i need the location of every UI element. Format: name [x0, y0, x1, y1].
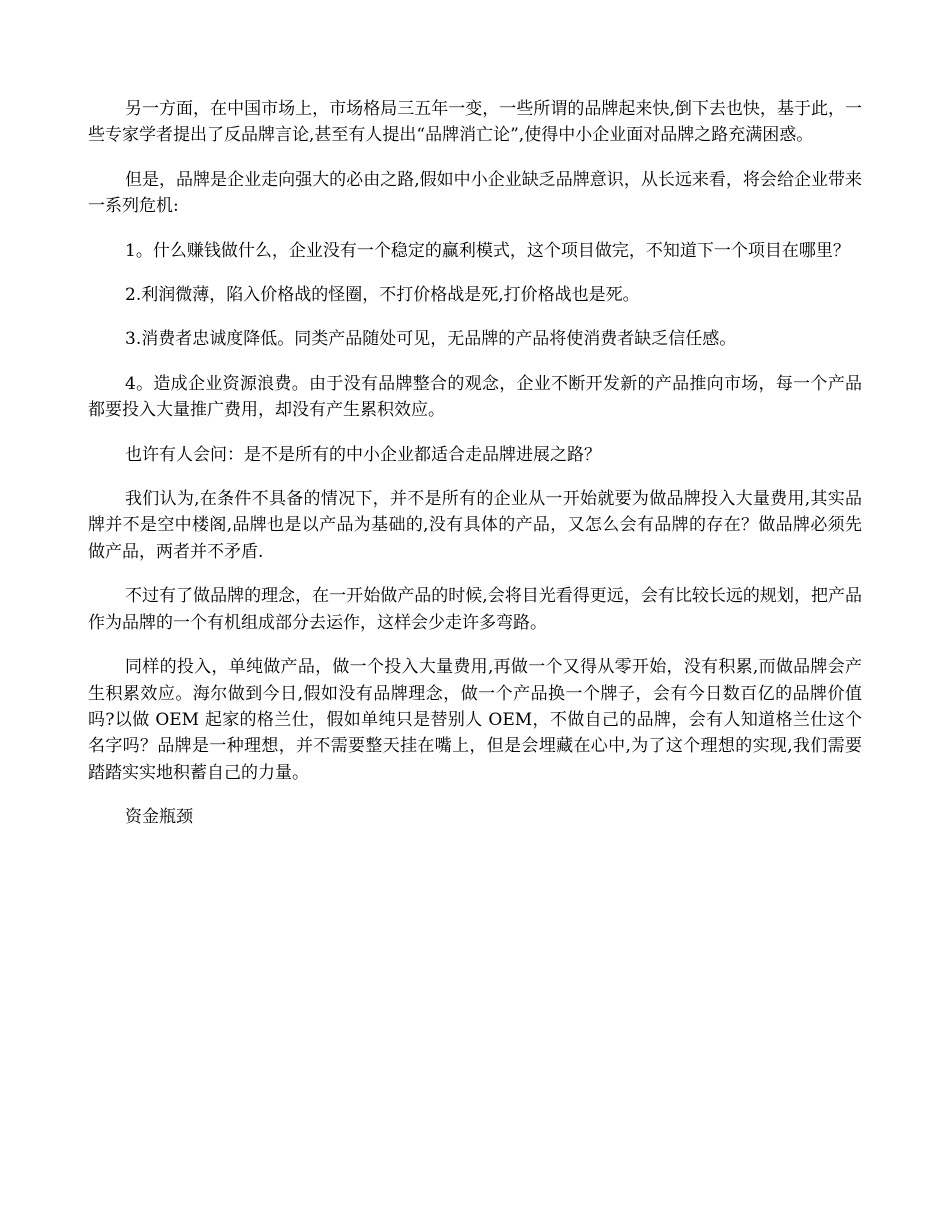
- paragraph-product-first: 我们认为,在条件不具备的情况下，并不是所有的企业从一开始就要为做品牌投入大量费用,其实品牌并不是空中楼阁,品牌也是以产品为基础的,没有具体的产品，又怎么会有品牌的存在？做品牌必须先做产品，两者并不矛盾.: [88, 489, 862, 562]
- section-heading-funding-bottleneck: 资金瓶颈: [125, 807, 193, 828]
- paragraph-market-landscape: 另一方面，在中国市场上，市场格局三五年一变，一些所谓的品牌起来快,倒下去也快，基于此，一些专家学者提出了反品牌言论,甚至有人提出“品牌消亡论”,使得中小企业面对品牌之路充满困惑。: [88, 99, 862, 146]
- paragraph-brand-concept: 不过有了做品牌的理念，在一开始做产品的时候,会将目光看得更远，会有比较长远的规划，把产品作为品牌的一个有机组成部分去运作，这样会少走许多弯路。: [88, 586, 862, 633]
- paragraph-accumulation-effect: 同样的投入，单纯做产品，做一个投入大量费用,再做一个又得从零开始，没有积累,而做品牌会产生积累效应。海尔做到今日,假如没有品牌理念，做一个产品换一个牌子，会有今日数百亿的品牌价值吗?以做 OEM 起家的格兰仕，假如单纯只是替别人 OEM，不做自己的品牌，会有人知道格兰仕这个名字吗？品牌是一种理想，并不需要整天挂在嘴上，但是会埋藏在心中,为了这个理想的实现,我们需要踏踏实实地积蓄自己的力量。: [88, 657, 862, 783]
- paragraph-crisis-3: 3.消费者忠诚度降低。同类产品随处可见，无品牌的产品将使消费者缺乏信任感。: [125, 329, 737, 350]
- paragraph-crisis-2: 2.利润微薄，陷入价格战的怪圈，不打价格战是死,打价格战也是死。: [125, 285, 640, 306]
- paragraph-brand-necessity: 但是，品牌是企业走向强大的必由之路,假如中小企业缺乏品牌意识，从长远来看，将会给企业带来一系列危机:: [88, 169, 862, 217]
- paragraph-crisis-4: 4。造成企业资源浪费。由于没有品牌整合的观念，企业不断开发新的产品推向市场，每一个产品都要投入大量推广费用，却没有产生累积效应。: [88, 373, 862, 421]
- document-body: [88, 96, 862, 849]
- paragraph-crisis-1: 1。什么赚钱做什么，企业没有一个稳定的赢利模式，这个项目做完，不知道下一个项目在哪里？: [125, 240, 850, 261]
- paragraph-question: 也许有人会问：是不是所有的中小企业都适合走品牌进展之路？: [125, 444, 601, 465]
